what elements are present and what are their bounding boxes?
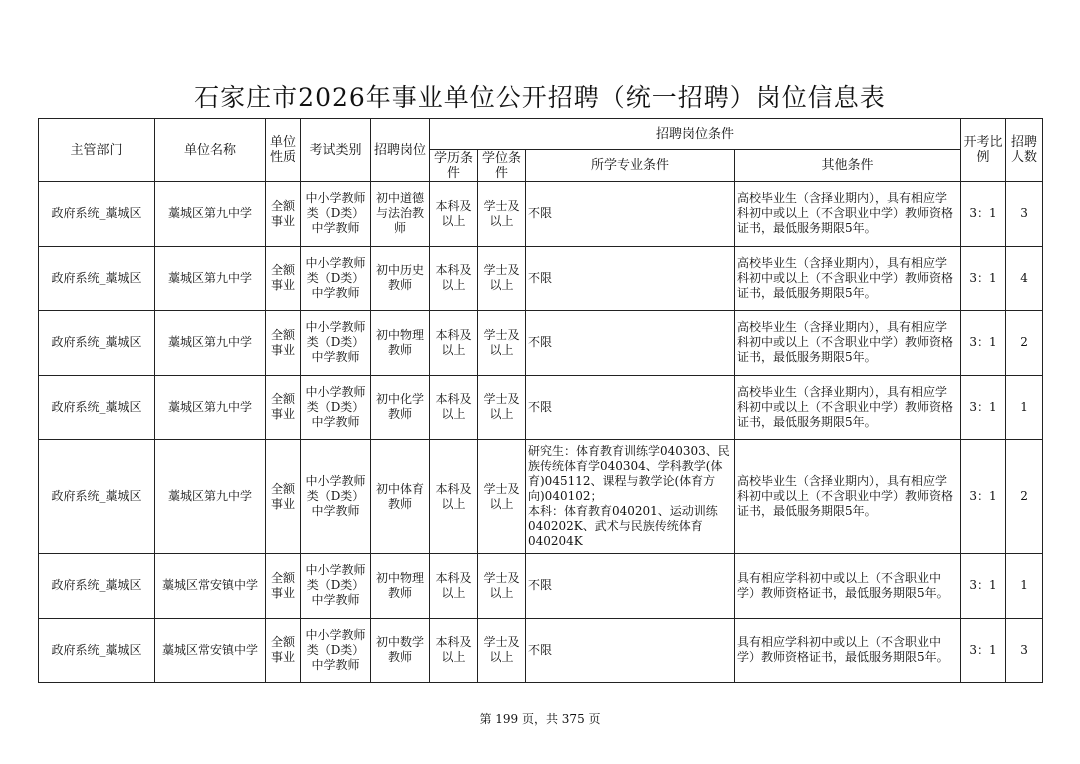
cell-degree: 学士及以上: [478, 311, 526, 376]
cell-dept: 政府系统_藁城区: [39, 375, 155, 440]
cell-other: 具有相应学科初中或以上（不含职业中学）教师资格证书，最低服务期限5年。: [735, 618, 961, 683]
header-degree: 学位条件: [478, 150, 526, 182]
cell-dept: 政府系统_藁城区: [39, 440, 155, 554]
cell-ratio: 3：1: [961, 311, 1006, 376]
cell-count: 2: [1006, 311, 1043, 376]
cell-count: 3: [1006, 618, 1043, 683]
cell-exam: 中小学教师类（D类）中学教师: [301, 618, 371, 683]
table-row: [39, 246, 1043, 311]
cell-other: 高校毕业生（含择业期内），具有相应学科初中或以上（不含职业中学）教师资格证书，最低服务期限5年。: [735, 375, 961, 440]
cell-nature: 全额事业: [266, 618, 301, 683]
cell-major: 不限: [526, 311, 735, 376]
cell-count: 3: [1006, 182, 1043, 247]
cell-major: 不限: [526, 182, 735, 247]
cell-ratio: 3：1: [961, 554, 1006, 619]
cell-degree: 学士及以上: [478, 618, 526, 683]
cell-post: 初中道德与法治教师: [371, 182, 430, 247]
cell-post: 初中物理教师: [371, 311, 430, 376]
cell-unit: 藁城区常安镇中学: [155, 618, 266, 683]
page-footer: 第 199 页，共 375 页: [479, 712, 601, 726]
cell-post: 初中历史教师: [371, 246, 430, 311]
page-title: 石家庄市2026年事业单位公开招聘（统一招聘）岗位信息表: [194, 83, 886, 112]
cell-edu: 本科及以上: [430, 440, 478, 554]
header-exam: 考试类别: [301, 119, 371, 182]
cell-count: 1: [1006, 554, 1043, 619]
cell-ratio: 3：1: [961, 182, 1006, 247]
cell-edu: 本科及以上: [430, 375, 478, 440]
cell-unit: 藁城区第九中学: [155, 311, 266, 376]
cell-nature: 全额事业: [266, 440, 301, 554]
cell-edu: 本科及以上: [430, 246, 478, 311]
cell-dept: 政府系统_藁城区: [39, 182, 155, 247]
cell-other: 高校毕业生（含择业期内），具有相应学科初中或以上（不含职业中学）教师资格证书，最低服务期限5年。: [735, 182, 961, 247]
cell-unit: 藁城区第九中学: [155, 246, 266, 311]
cell-major: 不限: [526, 375, 735, 440]
cell-unit: 藁城区第九中学: [155, 375, 266, 440]
table-row: [39, 375, 1043, 440]
cell-unit: 藁城区第九中学: [155, 440, 266, 554]
cell-exam: 中小学教师类（D类）中学教师: [301, 375, 371, 440]
cell-other: 高校毕业生（含择业期内），具有相应学科初中或以上（不含职业中学）教师资格证书，最低服务期限5年。: [735, 311, 961, 376]
header-edu: 学历条件: [430, 150, 478, 182]
cell-ratio: 3：1: [961, 440, 1006, 554]
cell-exam: 中小学教师类（D类）中学教师: [301, 554, 371, 619]
cell-count: 4: [1006, 246, 1043, 311]
header-count: 招聘人数: [1006, 119, 1043, 182]
cell-edu: 本科及以上: [430, 554, 478, 619]
cell-degree: 学士及以上: [478, 182, 526, 247]
cell-nature: 全额事业: [266, 311, 301, 376]
cell-dept: 政府系统_藁城区: [39, 311, 155, 376]
cell-post: 初中数学教师: [371, 618, 430, 683]
cell-exam: 中小学教师类（D类）中学教师: [301, 246, 371, 311]
cell-exam: 中小学教师类（D类）中学教师: [301, 182, 371, 247]
cell-edu: 本科及以上: [430, 618, 478, 683]
cell-exam: 中小学教师类（D类）中学教师: [301, 440, 371, 554]
cell-unit: 藁城区常安镇中学: [155, 554, 266, 619]
cell-other: 高校毕业生（含择业期内），具有相应学科初中或以上（不含职业中学）教师资格证书，最低服务期限5年。: [735, 440, 961, 554]
table-row: [39, 311, 1043, 376]
table-row: [39, 618, 1043, 683]
cell-major: 不限: [526, 554, 735, 619]
cell-ratio: 3：1: [961, 246, 1006, 311]
cell-nature: 全额事业: [266, 246, 301, 311]
cell-major: 不限: [526, 246, 735, 311]
cell-count: 2: [1006, 440, 1043, 554]
cell-nature: 全额事业: [266, 375, 301, 440]
cell-count: 1: [1006, 375, 1043, 440]
header-conditions: 招聘岗位条件: [430, 119, 961, 150]
header-other: 其他条件: [735, 150, 961, 182]
header-nature: 单位性质: [266, 119, 301, 182]
cell-exam: 中小学教师类（D类）中学教师: [301, 311, 371, 376]
table-row: [39, 554, 1043, 619]
cell-dept: 政府系统_藁城区: [39, 618, 155, 683]
cell-edu: 本科及以上: [430, 182, 478, 247]
cell-other: 具有相应学科初中或以上（不含职业中学）教师资格证书，最低服务期限5年。: [735, 554, 961, 619]
cell-post: 初中物理教师: [371, 554, 430, 619]
cell-other: 高校毕业生（含择业期内），具有相应学科初中或以上（不含职业中学）教师资格证书，最低服务期限5年。: [735, 246, 961, 311]
table-row: [39, 182, 1043, 247]
cell-major: 不限: [526, 618, 735, 683]
header-unit: 单位名称: [155, 119, 266, 182]
cell-nature: 全额事业: [266, 554, 301, 619]
cell-major: 研究生：体育教育训练学040303、民族传统体育学040304、学科教学(体育)045112、课程与教学论(体育方向)040102； 本科：体育教育040201、运动训练040202K、武术与民族传统体育040204K: [526, 440, 735, 554]
cell-degree: 学士及以上: [478, 554, 526, 619]
cell-dept: 政府系统_藁城区: [39, 554, 155, 619]
cell-degree: 学士及以上: [478, 246, 526, 311]
table-row: [39, 440, 1043, 554]
cell-dept: 政府系统_藁城区: [39, 246, 155, 311]
cell-unit: 藁城区第九中学: [155, 182, 266, 247]
cell-ratio: 3：1: [961, 618, 1006, 683]
header-major: 所学专业条件: [526, 150, 735, 182]
cell-degree: 学士及以上: [478, 375, 526, 440]
cell-ratio: 3：1: [961, 375, 1006, 440]
cell-degree: 学士及以上: [478, 440, 526, 554]
header-dept: 主管部门: [39, 119, 155, 182]
header-ratio: 开考比例: [961, 119, 1006, 182]
job-table: [38, 118, 1043, 683]
cell-edu: 本科及以上: [430, 311, 478, 376]
header-post: 招聘岗位: [371, 119, 430, 182]
cell-nature: 全额事业: [266, 182, 301, 247]
cell-post: 初中体育教师: [371, 440, 430, 554]
cell-post: 初中化学教师: [371, 375, 430, 440]
